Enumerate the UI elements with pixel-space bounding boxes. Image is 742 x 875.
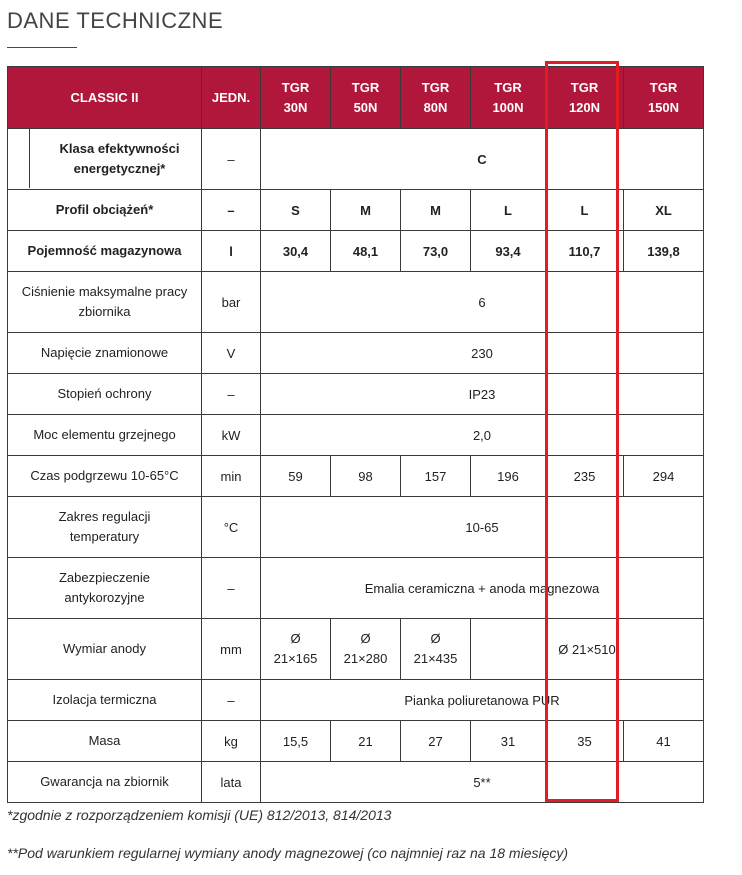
row-label: Napięcie znamionowe	[8, 333, 202, 374]
cell-value: 157	[401, 456, 471, 497]
row-value: IP23	[261, 374, 704, 415]
cell-value: 59	[261, 456, 331, 497]
cell-value: Ø 21×280	[331, 619, 401, 680]
cell-value: 21	[331, 721, 401, 762]
row-label: Zabezpieczenie antykorozyjne	[8, 558, 202, 619]
table-row-temp-range	[8, 497, 704, 558]
row-value: 230	[261, 333, 704, 374]
header-col-80n: TGR 80N	[401, 67, 471, 129]
header-model: CLASSIC II	[8, 67, 202, 129]
row-unit: mm	[202, 619, 261, 680]
cell-value-span: Ø 21×510	[471, 619, 704, 680]
cell-value: 15,5	[261, 721, 331, 762]
row-unit: –	[202, 680, 261, 721]
cell-value: S	[261, 190, 331, 231]
row-unit: lata	[202, 762, 261, 803]
row-unit: –	[202, 558, 261, 619]
row-label: Ciśnienie maksymalne pracy zbiornika	[8, 272, 202, 333]
header-unit: JEDN.	[202, 67, 261, 129]
cell-value: Ø 21×165	[261, 619, 331, 680]
row-unit: kg	[202, 721, 261, 762]
cell-value: 110,7	[546, 231, 624, 272]
cell-value: 31	[471, 721, 546, 762]
row-label: Wymiar anody	[8, 619, 202, 680]
row-label: Pojemność magazynowa	[8, 231, 202, 272]
row-label: Gwarancja na zbiornik	[8, 762, 202, 803]
row-unit: –	[202, 374, 261, 415]
table-row-energy-class	[8, 129, 704, 190]
table-row-anode	[8, 619, 704, 680]
header-col-120n: TGR 120N	[546, 67, 624, 129]
cell-value: 35	[546, 721, 624, 762]
row-label: Czas podgrzewu 10-65°C	[8, 456, 202, 497]
table-row-heater-power	[8, 415, 704, 456]
table-row-heating-time	[8, 456, 704, 497]
cell-value: M	[401, 190, 471, 231]
cell-value: L	[471, 190, 546, 231]
cell-value: 30,4	[261, 231, 331, 272]
row-value: 10-65	[261, 497, 704, 558]
cell-value: M	[331, 190, 401, 231]
cell-value: 235	[546, 456, 624, 497]
row-label: Masa	[8, 721, 202, 762]
table-row-insulation	[8, 680, 704, 721]
row-label: Izolacja termiczna	[8, 680, 202, 721]
header-col-150n: TGR 150N	[624, 67, 704, 129]
row-unit: °C	[202, 497, 261, 558]
cell-value: L	[546, 190, 624, 231]
row-value: Emalia ceramiczna + anoda magnezowa	[261, 558, 704, 619]
spec-table	[7, 66, 704, 803]
table-row-voltage	[8, 333, 704, 374]
table-row-protection	[8, 374, 704, 415]
table-row-warranty	[8, 762, 704, 803]
row-unit: –	[202, 129, 261, 190]
cell-value: 139,8	[624, 231, 704, 272]
row-unit: min	[202, 456, 261, 497]
cell-value: 294	[624, 456, 704, 497]
row-value: 6	[261, 272, 704, 333]
row-label: Zakres regulacji temperatury	[8, 497, 202, 558]
header-col-30n: TGR 30N	[261, 67, 331, 129]
table-row-capacity	[8, 231, 704, 272]
cell-value: 98	[331, 456, 401, 497]
row-value: 5**	[261, 762, 704, 803]
cell-value: XL	[624, 190, 704, 231]
indent-divider	[29, 129, 30, 188]
row-unit: –	[202, 190, 261, 231]
row-label: Moc elementu grzejnego	[8, 415, 202, 456]
page-title: DANE TECHNICZNE	[7, 8, 224, 33]
row-label: Klasa efektywności energetycznej*	[8, 129, 202, 190]
cell-value: 27	[401, 721, 471, 762]
cell-value: 48,1	[331, 231, 401, 272]
cell-value: 93,4	[471, 231, 546, 272]
footnote-2: **Pod warunkiem regularnej wymiany anody magnezowej (co najmniej raz na 18 miesięcy)	[7, 845, 569, 861]
table-row-anticorrosion	[8, 558, 704, 619]
footnote-1: *zgodnie z rozporządzeniem komisji (UE) 812/2013, 814/2013	[7, 807, 392, 823]
header-col-100n: TGR 100N	[471, 67, 546, 129]
row-value: C	[261, 129, 704, 190]
row-unit: V	[202, 333, 261, 374]
table-row-mass	[8, 721, 704, 762]
cell-value: 196	[471, 456, 546, 497]
cell-value: 73,0	[401, 231, 471, 272]
table-header-row	[8, 67, 704, 129]
row-unit: l	[202, 231, 261, 272]
header-col-50n: TGR 50N	[331, 67, 401, 129]
table-row-load-profile	[8, 190, 704, 231]
row-unit: kW	[202, 415, 261, 456]
row-unit: bar	[202, 272, 261, 333]
cell-value: 41	[624, 721, 704, 762]
row-value: 2,0	[261, 415, 704, 456]
row-label: Stopień ochrony	[8, 374, 202, 415]
title-underline	[7, 47, 77, 48]
cell-value: Ø 21×435	[401, 619, 471, 680]
table-row-max-pressure	[8, 272, 704, 333]
row-label: Profil obciążeń*	[8, 190, 202, 231]
row-value: Pianka poliuretanowa PUR	[261, 680, 704, 721]
